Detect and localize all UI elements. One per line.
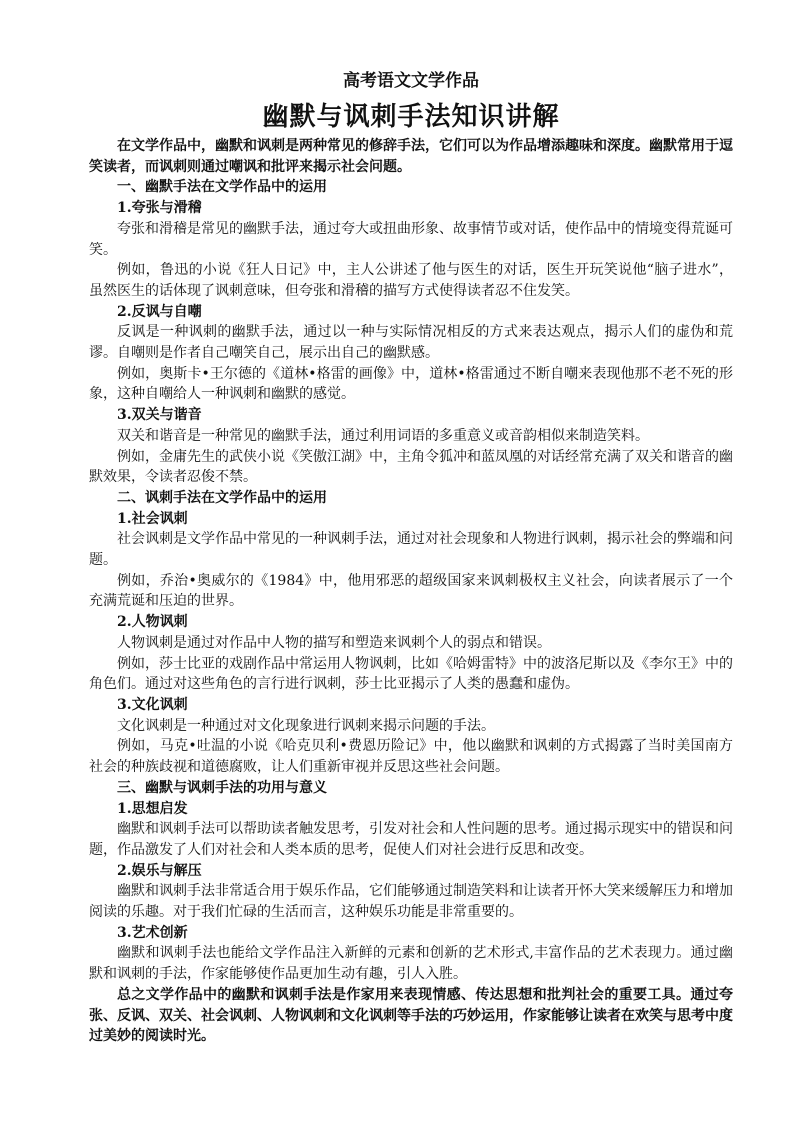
paragraph-1-1-b: 例如，鲁迅的小说《狂人日记》中，主人公讲述了他与医生的对话，医生开玩笑说他“脑子进水”，虽然医生的话体现了讽刺意味，但夸张和滑稽的描写方式使得读者忍不住发笑。 xyxy=(89,262,733,299)
subheading-1-2: 2.反讽与自嘲 xyxy=(117,303,202,320)
document-subtitle: 幽默与讽刺手法知识讲解 xyxy=(262,102,560,132)
paragraph-2-1-a: 社会讽刺是文学作品中常见的一种讽刺手法，通过对社会现象和人物进行讽刺，揭示社会的弊端和问题。 xyxy=(89,531,733,569)
document-title: 高考语文文学作品 xyxy=(343,71,479,91)
paragraph-2-2-b: 例如，莎士比亚的戏剧作品中常运用人物讽刺，比如《哈姆雷特》中的波洛尼斯以及《李尔王》中的角色们。通过对这些角色的言行进行讽刺，莎士比亚揭示了人类的愚蠢和虚伪。 xyxy=(89,655,733,693)
paragraph-1-2-a: 反讽是一种讽刺的幽默手法，通过以一种与实际情况相反的方式来表达观点，揭示人们的虚伪和荒谬。自嘲则是作者自己嘲笑自己，展示出自己的幽默感。 xyxy=(89,324,733,362)
section-heading-1: 一、幽默手法在文学作品中的运用 xyxy=(117,179,327,196)
subheading-3-1: 1.思想启发 xyxy=(117,800,188,817)
subheading-2-2: 2.人物讽刺 xyxy=(117,614,188,631)
paragraph-1-2-b: 例如，奥斯卡•王尔德的《道林•格雷的画像》中，道林•格雷通过不断自嘲来表现他那不老不死的形象，这种自嘲给人一种讽刺和幽默的感觉。 xyxy=(89,365,733,403)
paragraph-1-3-b: 例如，金庸先生的武侠小说《笑傲江湖》中，主角令狐冲和蓝凤凰的对话经常充满了双关和谐音的幽默效果，令读者忍俊不禁。 xyxy=(89,448,733,486)
paragraph-3-2: 幽默和讽刺手法非常适合用于娱乐作品，它们能够通过制造笑料和让读者开怀大笑来缓解压力和增加阅读的乐趣。对于我们忙碌的生活而言，这种娱乐功能是非常重要的。 xyxy=(89,883,733,921)
subheading-3-2: 2.娱乐与解压 xyxy=(117,862,202,879)
paragraph-2-3-b: 例如，马克•吐温的小说《哈克贝利•费恩历险记》中，他以幽默和讽刺的方式揭露了当时美国南方社会的种族歧视和道德腐败，让人们重新审视并反思这些社会问题。 xyxy=(89,738,733,776)
intro-paragraph: 在文学作品中，幽默和讽刺是两种常见的修辞手法，它们可以为作品增添趣味和深度。幽默常用于逗笑读者，而讽刺则通过嘲讽和批评来揭示社会问题。 xyxy=(89,138,733,175)
subheading-3-3: 3.艺术创新 xyxy=(117,924,188,941)
paragraph-2-2-a: 人物讽刺是通过对作品中人物的描写和塑造来讽刺个人的弱点和错误。 xyxy=(117,634,551,651)
subheading-2-3: 3.文化讽刺 xyxy=(117,696,188,713)
conclusion-paragraph: 总之文学作品中的幽默和讽刺手法是作家用来表现情感、传达思想和批判社会的重要工具。通过夸张、反讽、双关、社会讽刺、人物讽刺和文化讽刺等手法的巧妙运用，作家能够让读者在欢笑与思考中度过美妙的阅读时光。 xyxy=(89,986,733,1045)
paragraph-3-3: 幽默和讽刺手法也能给文学作品注入新鲜的元素和创新的艺术形式,丰富作品的艺术表现力。通过幽默和讽刺的手法，作家能够使作品更加生动有趣，引人入胜。 xyxy=(89,945,733,983)
subheading-1-1: 1.夸张与滑稽 xyxy=(117,200,202,217)
subheading-1-3: 3.双关与谐音 xyxy=(117,407,202,424)
paragraph-2-3-a: 文化讽刺是一种通过对文化现象进行讽刺来揭示问题的手法。 xyxy=(117,717,495,734)
paragraph-2-1-b: 例如，乔治•奥威尔的《1984》中，他用邪恶的超级国家来讽刺极权主义社会，向读者展示了一个充满荒诞和压迫的世界。 xyxy=(89,572,733,610)
paragraph-1-3-a: 双关和谐音是一种常见的幽默手法，通过利用词语的多重意义或音韵相似来制造笑料。 xyxy=(117,427,649,444)
paragraph-3-1: 幽默和讽刺手法可以帮助读者触发思考，引发对社会和人性问题的思考。通过揭示现实中的错误和问题，作品激发了人们对社会和人类本质的思考，促使人们对社会进行反思和改变。 xyxy=(89,821,733,858)
subheading-2-1: 1.社会讽刺 xyxy=(117,510,188,527)
section-heading-3: 三、幽默与讽刺手法的功用与意义 xyxy=(117,779,327,796)
paragraph-1-1-a: 夸张和滑稽是常见的幽默手法，通过夸大或扭曲形象、故事情节或对话，使作品中的情境变得荒诞可笑。 xyxy=(89,220,733,258)
section-heading-2: 二、讽刺手法在文学作品中的运用 xyxy=(117,489,327,506)
